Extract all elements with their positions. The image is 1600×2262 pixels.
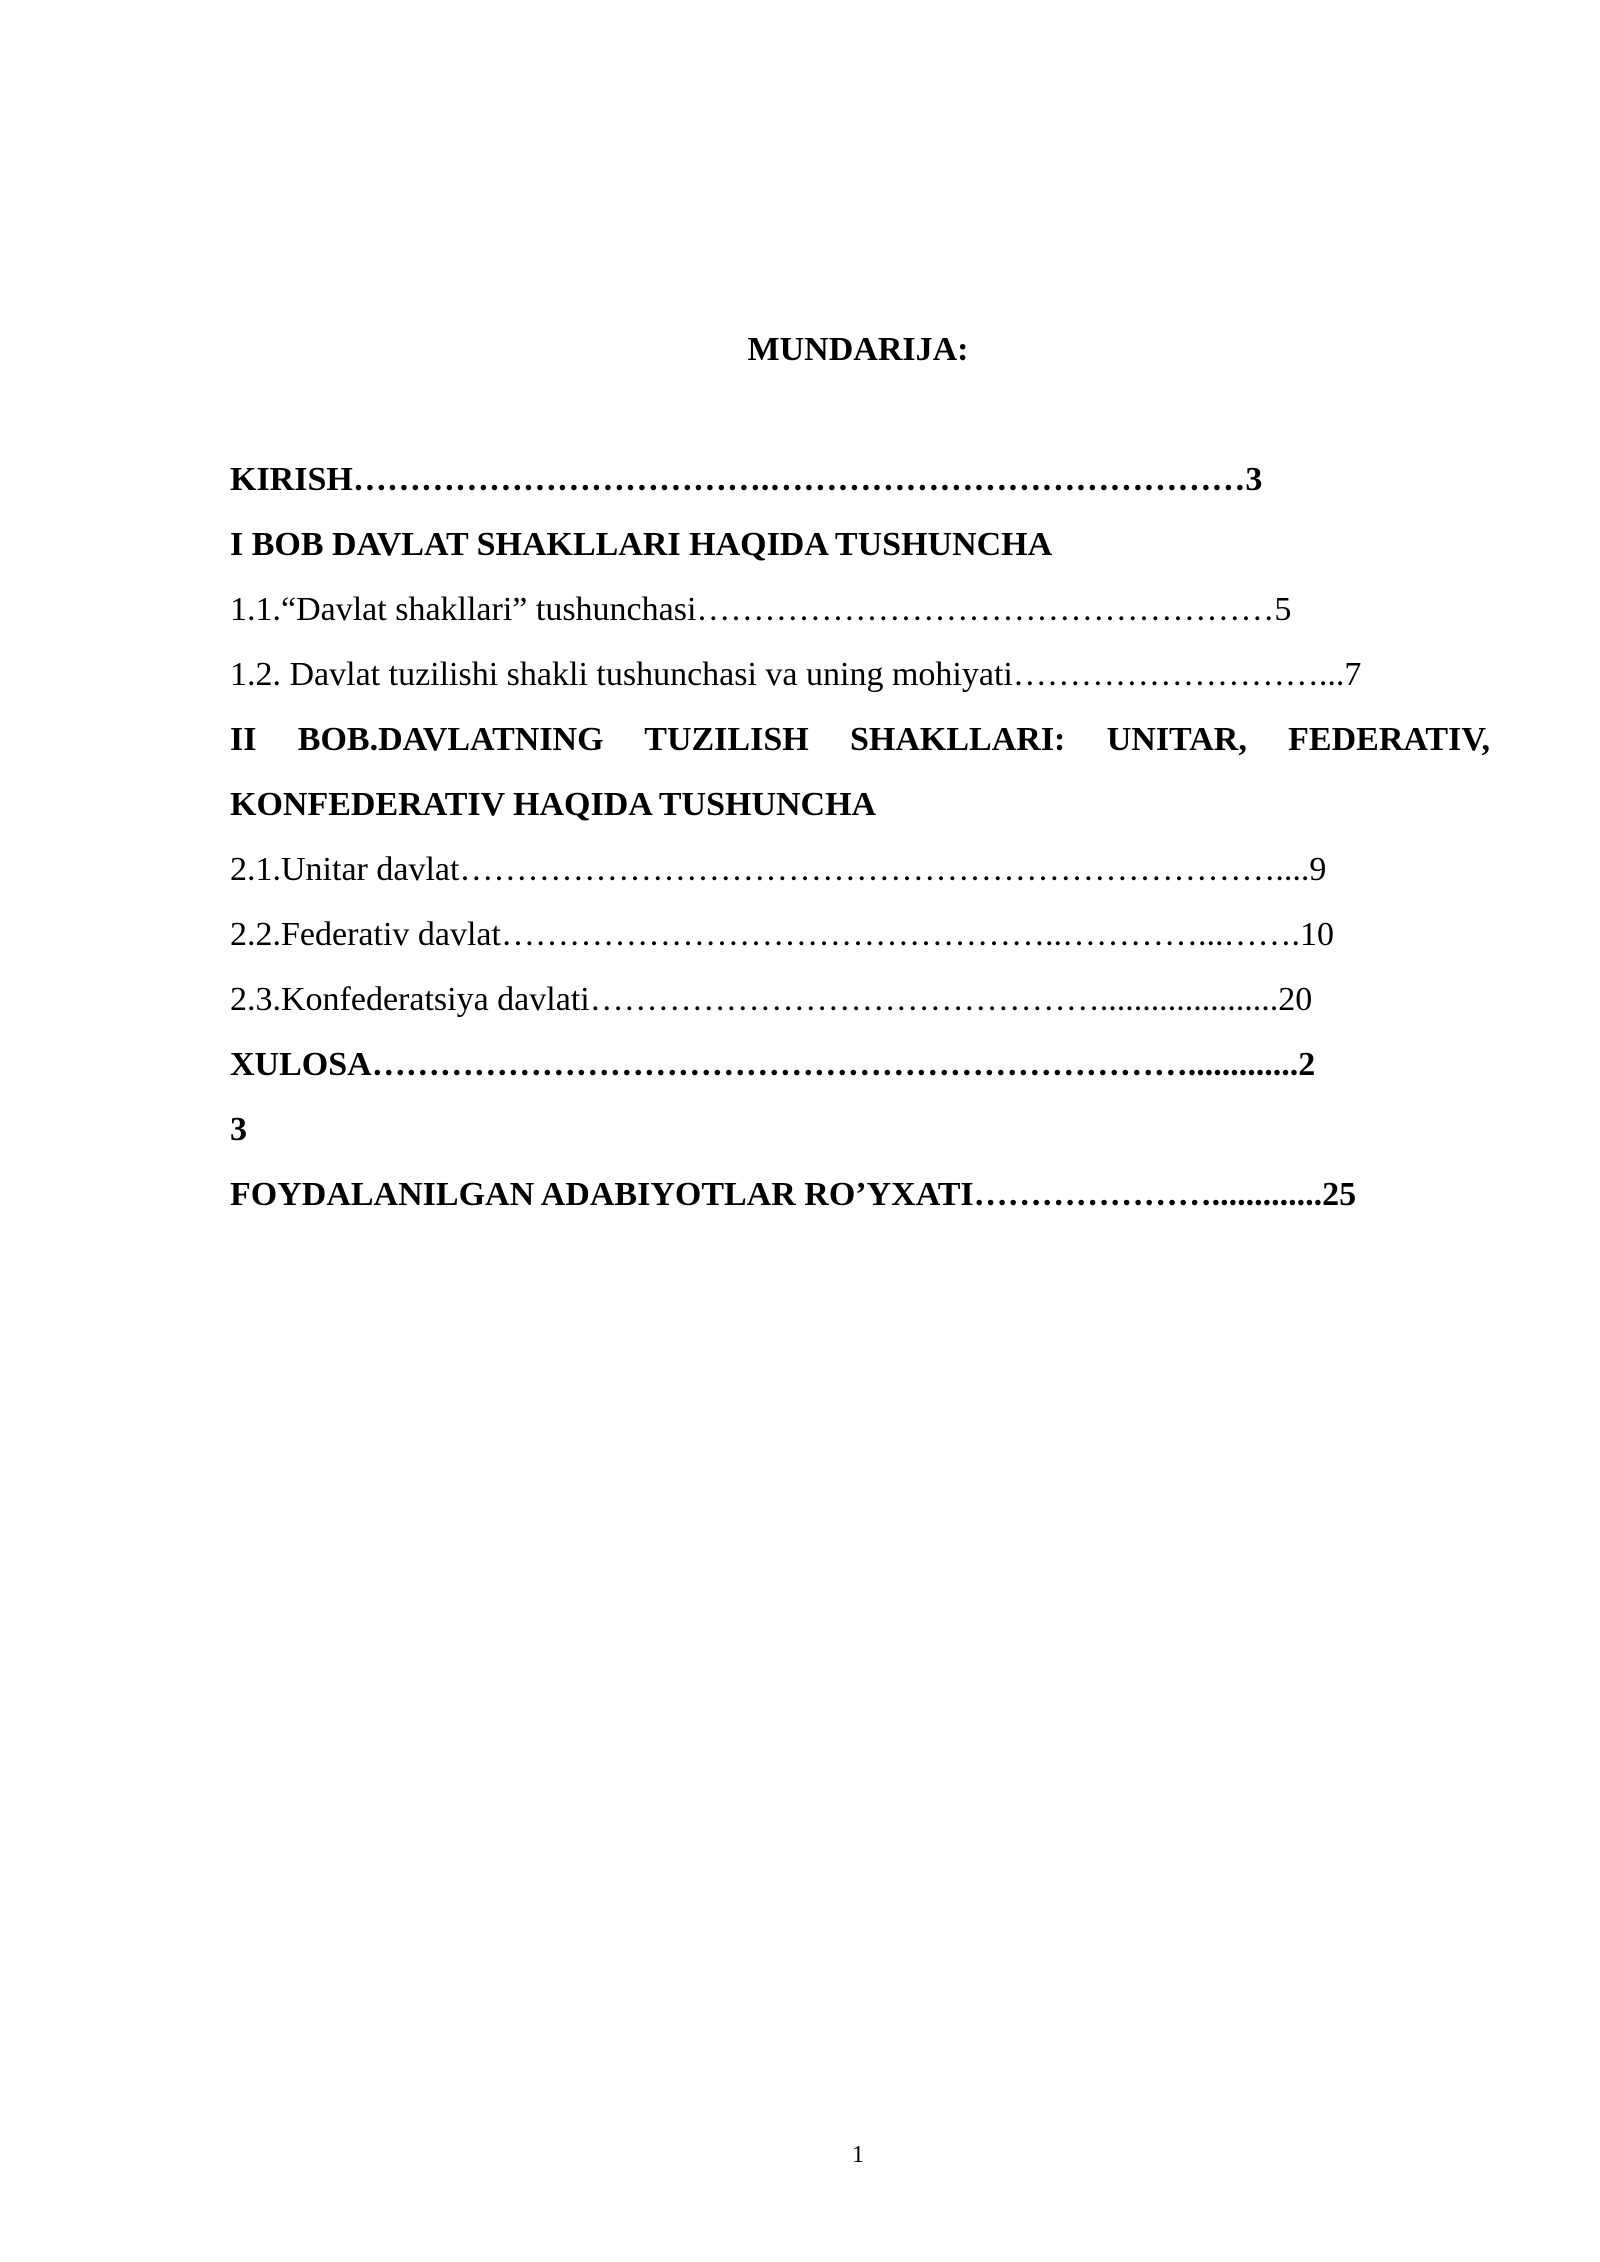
toc-entry-xulosa-page-wrap: 3: [230, 1111, 247, 1148]
toc-entry-kirish: KIRISH……………………………….……………………………………3: [230, 461, 1263, 498]
toc-entry-2-1: 2.1.Unitar davlat………………………………………………………………....9: [230, 851, 1327, 888]
toc-title: MUNDARIJA:: [747, 331, 969, 368]
toc-chapter-2-heading-line-2: KONFEDERATIV HAQIDA TUSHUNCHA: [230, 786, 877, 823]
page-number: 1: [852, 2142, 864, 2168]
toc-entry-1-1: 1.1.“Davlat shakllari” tushunchasi……………………………………………5: [230, 591, 1292, 628]
toc-entry-xulosa: XULOSA……………………………………………………………….............2: [230, 1046, 1316, 1083]
toc-chapter-1-heading: I BOB DAVLAT SHAKLLARI HAQIDA TUSHUNCHA: [230, 526, 1053, 563]
toc-entry-1-2: 1.2. Davlat tuzilishi shakli tushunchasi va uning mohiyati………………………...7: [230, 656, 1362, 693]
toc-entry-references: FOYDALANILGAN ADABIYOTLAR RO’YXATI………………….............25: [230, 1176, 1357, 1213]
toc-entry-2-3: 2.3.Konfederatsiya davlati……………………………………….....................20: [230, 981, 1313, 1018]
toc-entry-2-2: 2.2.Federativ davlat…………………………………………..…………...…….10: [230, 916, 1334, 953]
toc-chapter-2-heading-line-1: II BOB.DAVLATNING TUZILISH SHAKLLARI: UNITAR, FEDERATIV,: [230, 721, 1490, 758]
